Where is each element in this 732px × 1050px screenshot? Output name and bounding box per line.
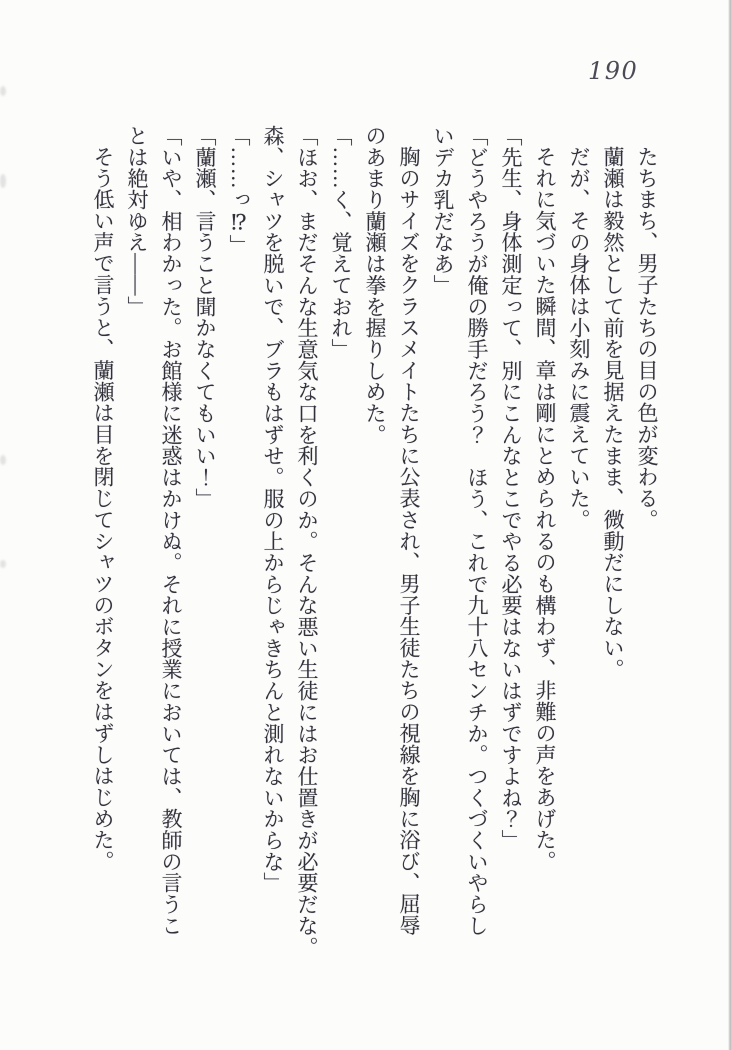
text-column: 胸のサイズをクラスメイトたちに公表され、男子生徒たちの視線を胸に浴び、屈辱 <box>397 146 421 936</box>
text-column: 「いや、相わかった。お館様に迷惑はかけぬ。それに授業においては、教師の言うこ <box>159 125 183 937</box>
text-column: 「どうやろうが俺の勝手だろう？ ほう、これで九十八センチか。つくづくいやらし <box>465 125 489 937</box>
scan-artifact <box>0 86 6 96</box>
scan-artifact <box>0 174 6 188</box>
text-column: だが、その身体は小刻みに震えていた。 <box>567 146 591 531</box>
text-column: 「……く、覚えておれ」 <box>329 125 353 360</box>
scan-artifact <box>0 455 6 465</box>
text-column: 「ほお、まだそんな生意気な口を利くのか。そんな悪い生徒にはお仕置きが必要だな。 <box>295 125 319 958</box>
text-column: 「……っ⁉」 <box>227 125 251 257</box>
text-block <box>86 125 664 970</box>
scan-artifact <box>0 560 6 568</box>
text-column: それに気づいた瞬間、章は剛にとめられるのも構わず、非難の声をあげた。 <box>533 146 557 872</box>
text-column: とは絶対ゆえ――」 <box>125 125 149 318</box>
text-column: 「蘭瀬、言うこと聞かなくてもいい！」 <box>193 125 217 510</box>
text-column: のあまり蘭瀬は拳を握りしめた。 <box>363 125 387 446</box>
page-number: 190 <box>588 57 639 85</box>
text-column: そう低い声で言うと、蘭瀬は目を閉じてシャツのボタンをはずしはじめた。 <box>91 146 115 872</box>
text-column: いデカ乳だなあ」 <box>431 125 455 296</box>
text-column: 森、シャツを脱いで、ブラもはずせ。服の上からじゃきちんと測れないからな」 <box>261 125 285 894</box>
page-edge-shadow <box>728 0 732 1050</box>
text-column: 蘭瀬は毅然として前を見据えたまま、微動だにしない。 <box>601 146 625 680</box>
text-column: 「先生、身体測定って、別にこんなとこでやる必要はないはずですよね？」 <box>499 125 523 851</box>
text-column: たちまち、男子たちの目の色が変わる。 <box>635 146 659 531</box>
